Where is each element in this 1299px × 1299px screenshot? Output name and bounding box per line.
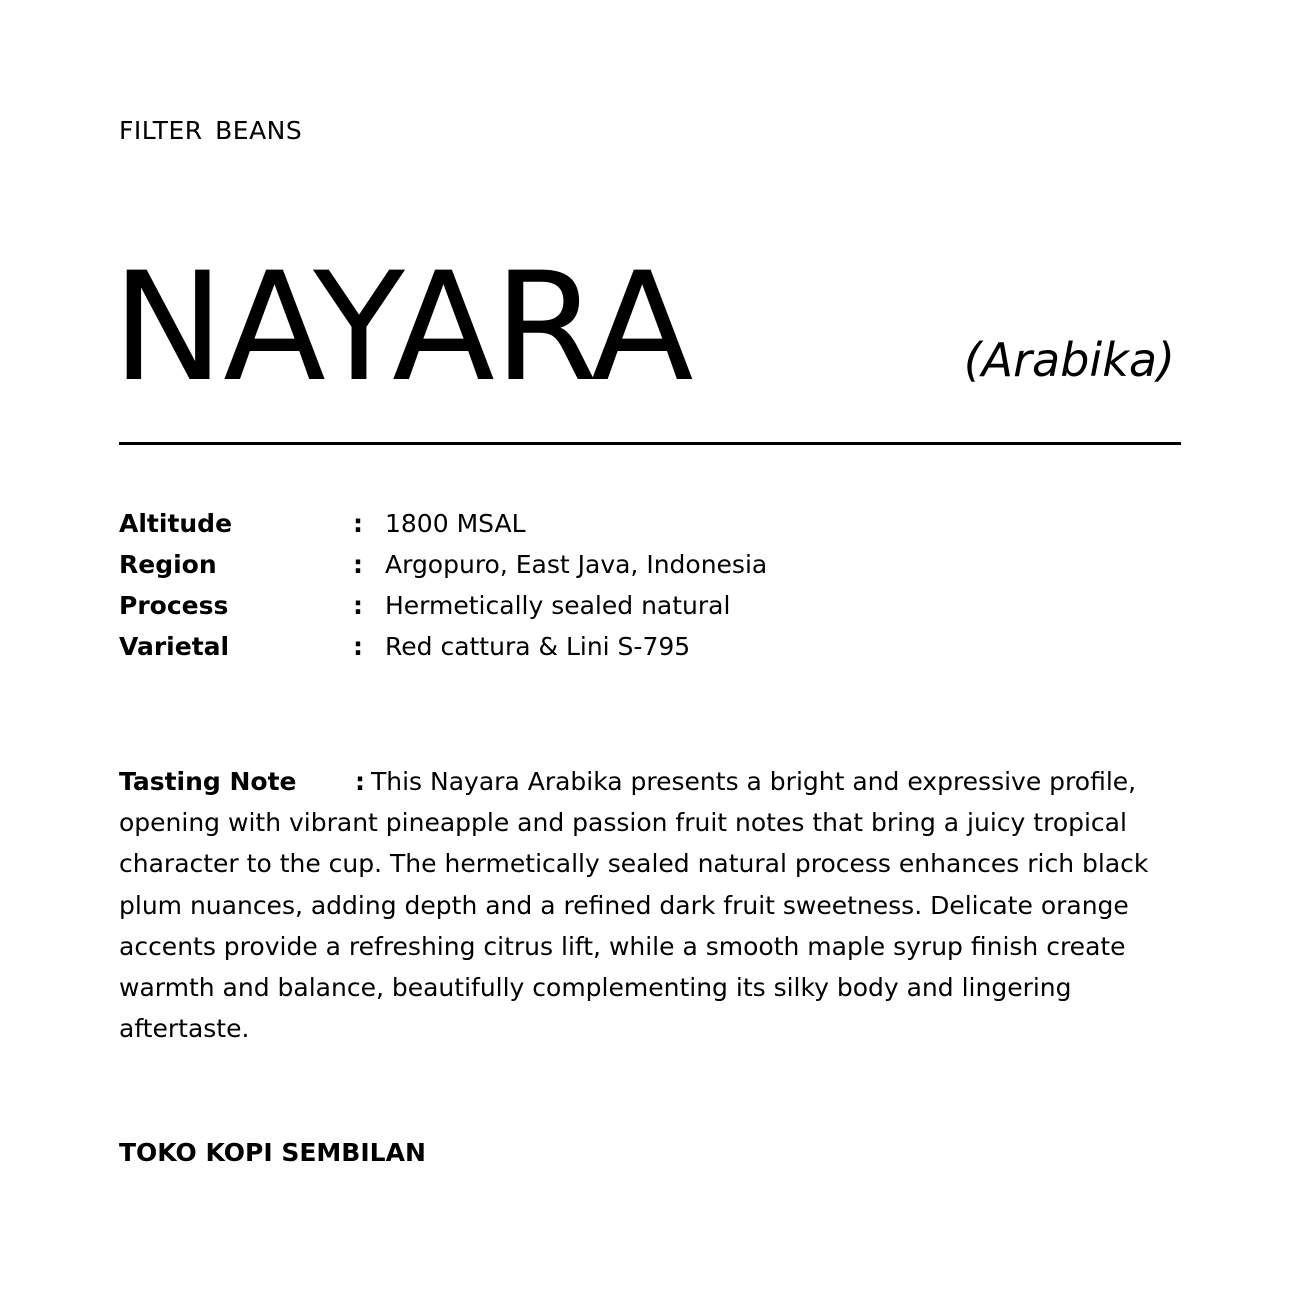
- tasting-note-label: Tasting Note: [119, 767, 297, 796]
- tasting-note: [119, 761, 1183, 1049]
- spec-label: Process: [119, 591, 229, 620]
- spec-value: Hermetically sealed natural: [385, 591, 731, 620]
- category-label: FILTER BEANS: [119, 116, 303, 145]
- spec-colon: :: [353, 591, 363, 620]
- spec-label: Varietal: [119, 632, 230, 661]
- spec-label: Altitude: [119, 509, 233, 538]
- spec-row-altitude: [119, 503, 1181, 544]
- spec-colon: :: [353, 509, 363, 538]
- product-species: (Arabika): [963, 333, 1175, 387]
- spec-list: [119, 503, 1181, 667]
- tasting-note-colon: :: [355, 767, 365, 796]
- brand-name: TOKO KOPI SEMBILAN: [119, 1138, 426, 1167]
- divider: [119, 442, 1181, 445]
- spec-colon: :: [353, 550, 363, 579]
- spec-value: Red cattura & Lini S-795: [385, 632, 691, 661]
- tasting-note-text: This Nayara Arabika presents a bright and expressive profile, opening with vibrant pineapple and passion fruit notes that bring a juicy tropical character to the cup. The hermetically sealed natural process enhances rich black plum nuances, adding depth and a refined dark fruit sweetness. Delicate orange accents provide a refreshing citrus lift, while a smooth maple syrup finish create warmth and balance, beautifully complementing its silky body and lingering aftertaste.: [119, 767, 1149, 1044]
- spec-value: 1800 MSAL: [385, 509, 526, 538]
- product-title: NAYARA: [112, 241, 693, 415]
- spec-row-process: [119, 585, 1181, 626]
- spec-row-region: [119, 544, 1181, 585]
- spec-colon: :: [353, 632, 363, 661]
- spec-value: Argopuro, East Java, Indonesia: [385, 550, 768, 579]
- spec-row-varietal: [119, 626, 1181, 667]
- spec-label: Region: [119, 550, 217, 579]
